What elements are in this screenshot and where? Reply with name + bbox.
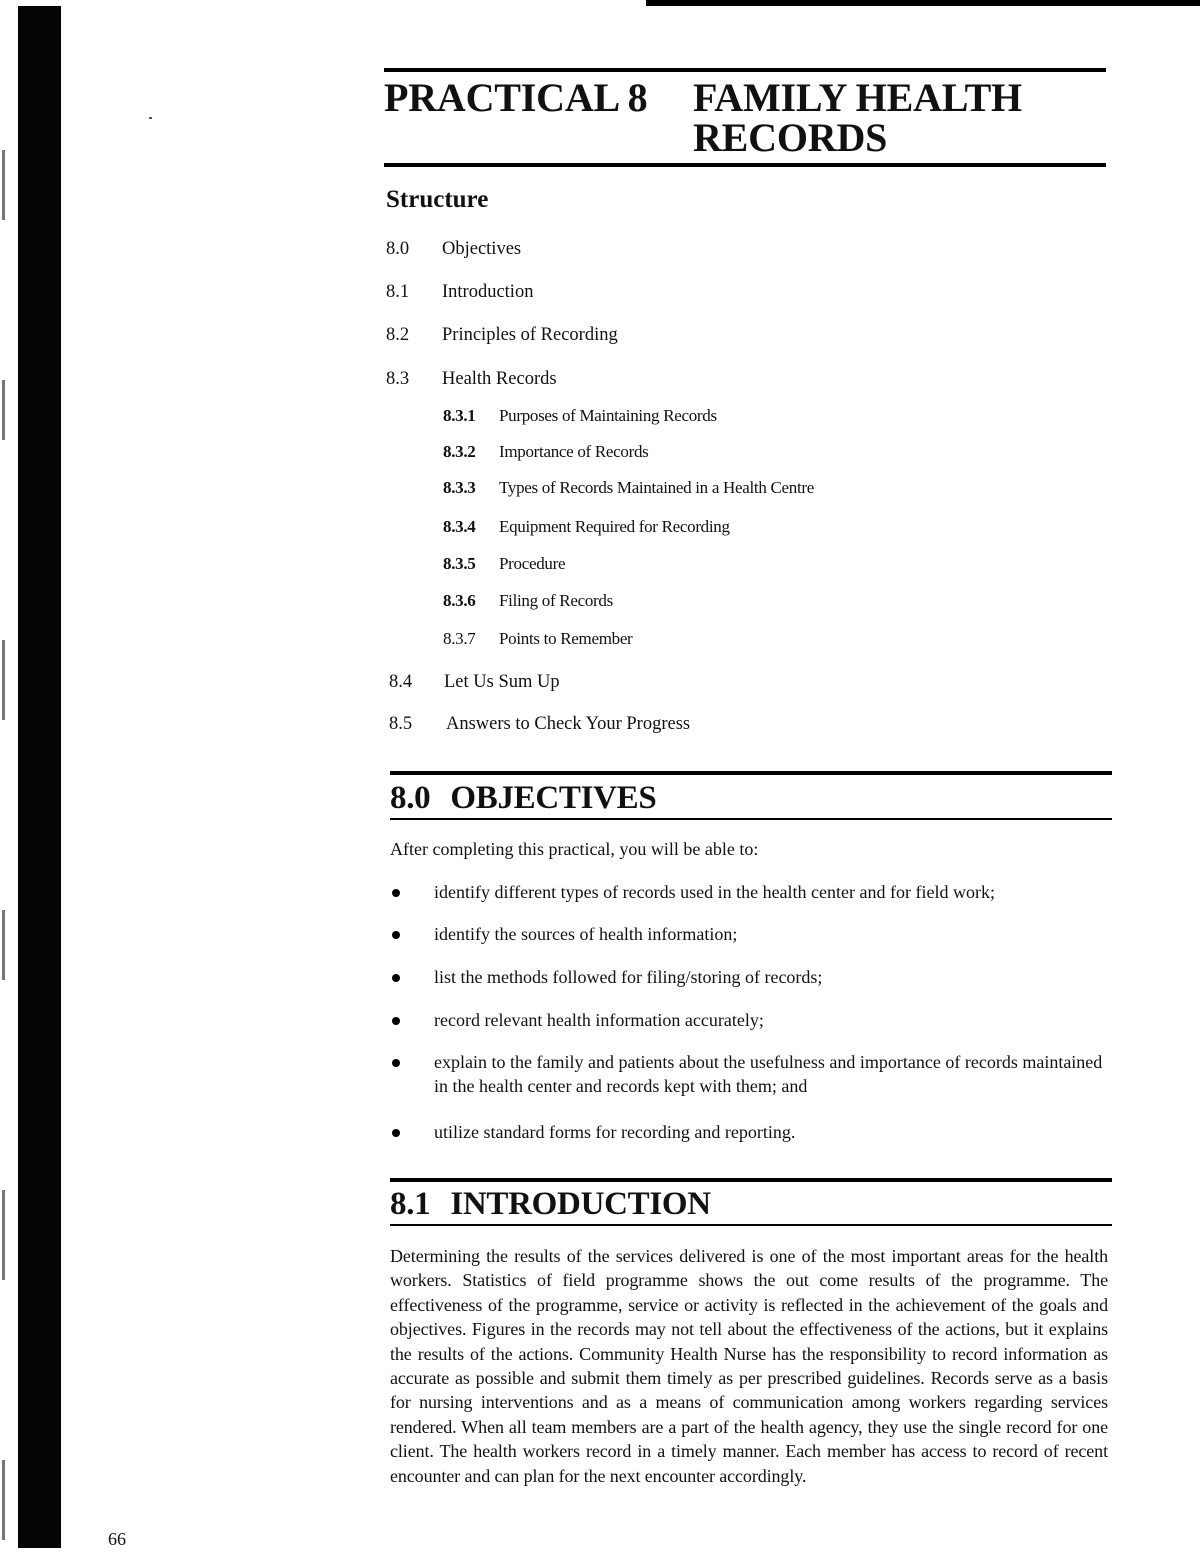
toc-item xyxy=(386,237,521,261)
toc-item xyxy=(389,670,560,694)
toc-item xyxy=(386,367,557,391)
toc-label: Principles of Recording xyxy=(442,325,618,345)
toc-label: Importance of Records xyxy=(499,442,649,461)
toc-label: Answers to Check Your Progress xyxy=(446,714,691,734)
toc-item xyxy=(386,323,618,347)
toc-label: Objectives xyxy=(442,239,522,259)
toc-subitem xyxy=(443,441,648,463)
bullet-icon xyxy=(392,1129,400,1137)
scan-dot xyxy=(149,117,152,119)
section-title: OBJECTIVES xyxy=(450,780,657,816)
toc-number: 8.4 xyxy=(389,672,413,692)
bullet-icon xyxy=(392,1017,400,1025)
section-bottom-rule xyxy=(390,818,1112,820)
toc-label: Purposes of Maintaining Records xyxy=(499,406,717,425)
toc-label: Procedure xyxy=(499,554,566,573)
list-item-text: record relevant health information accurately; xyxy=(434,1010,764,1030)
title-top-rule xyxy=(384,68,1106,72)
toc-number: 8.3.7 xyxy=(443,629,476,648)
scan-mark xyxy=(2,1460,5,1540)
scan-mark xyxy=(2,640,5,720)
bullet-icon xyxy=(392,931,400,939)
toc-subitem xyxy=(443,516,730,538)
toc-subitem xyxy=(443,553,565,575)
toc-number: 8.3.4 xyxy=(443,517,476,536)
toc-subitem xyxy=(443,477,814,499)
section-number: 8.1 xyxy=(390,1186,431,1222)
toc-number: 8.2 xyxy=(386,325,410,345)
structure-heading: Structure xyxy=(386,186,489,213)
toc-number: 8.3.6 xyxy=(443,591,476,610)
section-title: INTRODUCTION xyxy=(450,1186,711,1222)
section-number: 8.0 xyxy=(390,780,431,816)
objectives-heading xyxy=(390,780,656,816)
toc-subitem xyxy=(443,405,717,427)
toc-number: 8.3 xyxy=(386,369,410,389)
toc-subitem xyxy=(443,590,613,612)
bullet-icon xyxy=(392,1059,400,1067)
toc-label: Points to Remember xyxy=(499,629,633,648)
title-line: RECORDS xyxy=(693,115,888,160)
scan-mark xyxy=(2,1190,5,1280)
section-bottom-rule xyxy=(390,1224,1112,1226)
page-number: 66 xyxy=(108,1529,126,1549)
section-top-rule xyxy=(390,1178,1112,1182)
binding-edge xyxy=(18,6,61,1548)
toc-number: 8.3.3 xyxy=(443,478,476,497)
bullet-icon xyxy=(392,889,400,897)
top-edge-bar xyxy=(646,0,1200,6)
toc-number: 8.5 xyxy=(389,714,413,734)
toc-item xyxy=(386,280,533,304)
scan-mark xyxy=(2,380,5,440)
introduction-paragraph: Determining the results of the services delivered is one of the most important areas for the health workers. Statistics of field programme shows the out come results of the programme. The effectiveness of the programme, service or activity is reflected in the achievement of the goals and objectives. Figures in the records may not tell about the effectiveness of the actions, but it explains the results of the actions. Community Health Nurse has the responsibility to record information as accurate as possible and submit them timely as per prescribed guidelines. Records serve as a basis for nursing interventions and as a means of communication among workers regarding services rendered. When all team members are a part of the health agency, they use the single record for one client. The health workers record in a timely manner. Each member has access to record of recent encounter and can plan for the next encounter accordingly. xyxy=(390,1246,1108,1486)
toc-number: 8.0 xyxy=(386,239,410,259)
toc-label: Filing of Records xyxy=(499,591,613,610)
list-item-text: list the methods followed for filing/storing of records; xyxy=(434,967,823,987)
list-item-text: utilize standard forms for recording and reporting. xyxy=(434,1122,796,1142)
scan-mark xyxy=(2,910,5,980)
toc-label: Introduction xyxy=(442,282,534,302)
toc-number: 8.3.2 xyxy=(443,442,476,461)
toc-number: 8.3.1 xyxy=(443,406,476,425)
title-bottom-rule xyxy=(384,163,1106,167)
list-item-text: identify different types of records used in the health center and for field work; xyxy=(434,882,995,902)
toc-label: Equipment Required for Recording xyxy=(499,517,730,536)
toc-number: 8.3.5 xyxy=(443,554,476,573)
toc-label: Let Us Sum Up xyxy=(444,672,560,692)
toc-label: Health Records xyxy=(442,369,557,389)
scan-mark xyxy=(2,150,5,220)
toc-number: 8.1 xyxy=(386,282,410,302)
introduction-heading xyxy=(390,1186,711,1222)
objectives-intro: After completing this practical, you will be able to: xyxy=(390,839,759,859)
practical-label: PRACTICAL 8 xyxy=(384,75,648,120)
toc-item xyxy=(389,712,690,736)
title-line: FAMILY HEALTH xyxy=(693,75,1022,120)
practical-title xyxy=(693,75,1022,160)
list-item-text: identify the sources of health information; xyxy=(434,924,738,944)
list-item-text: explain to the family and patients about the usefulness and importance of records maintained in the health center and records kept with them; and xyxy=(434,1052,1103,1096)
section-top-rule xyxy=(390,771,1112,775)
bullet-icon xyxy=(392,974,400,982)
toc-label: Types of Records Maintained in a Health Centre xyxy=(499,478,814,497)
toc-subitem xyxy=(443,628,632,650)
